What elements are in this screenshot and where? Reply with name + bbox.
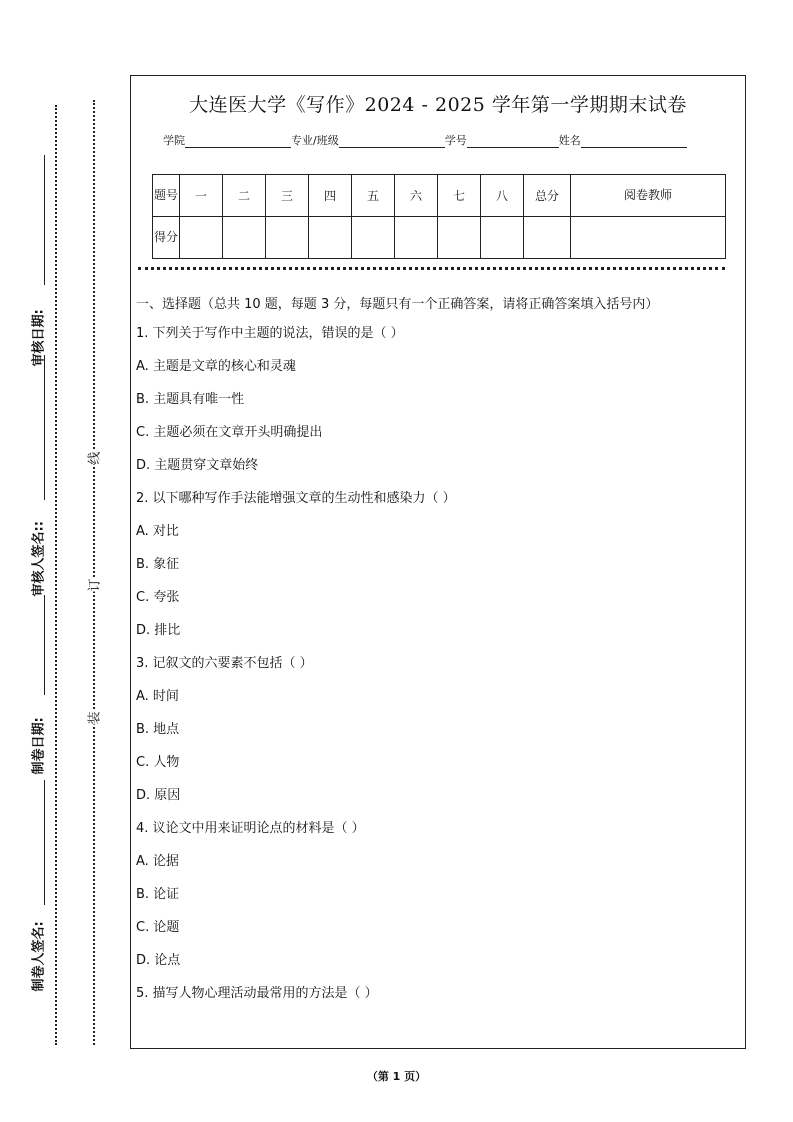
- score-table: [152, 174, 726, 259]
- score-cell[interactable]: [395, 217, 438, 259]
- score-table-score-row: [153, 217, 726, 259]
- option-line: C. 夸张: [136, 590, 180, 605]
- approve-date-line: [44, 155, 45, 285]
- header-cell: 七: [438, 175, 481, 217]
- question-line: 2. 以下哪种写作手法能增强文章的生动性和感染力（ ）: [136, 491, 456, 506]
- page-footer: （第 1 页）: [366, 1070, 427, 1083]
- header-cell: 一: [180, 175, 223, 217]
- option-line: D. 论点: [136, 953, 181, 968]
- option-line: B. 象征: [136, 557, 180, 572]
- row-label-score: 得分: [153, 217, 180, 259]
- score-cell[interactable]: [223, 217, 266, 259]
- header-cell-total: 总分: [524, 175, 571, 217]
- student-id-label: 学号: [444, 134, 467, 147]
- score-cell[interactable]: [352, 217, 395, 259]
- question-line: 5. 描写人物心理活动最常用的方法是（ ）: [136, 986, 378, 1001]
- option-line: D. 排比: [136, 623, 181, 638]
- made-date-label: 制卷日期:: [31, 717, 47, 775]
- dotted-separator: [138, 267, 725, 270]
- score-table-header-row: [153, 175, 726, 217]
- question-section: [136, 294, 735, 1017]
- row-label-question-no: 题号: [153, 175, 180, 217]
- student-info-row: [163, 132, 687, 148]
- name-field[interactable]: [581, 134, 687, 148]
- score-cell[interactable]: [180, 217, 223, 259]
- option-line: A. 主题是文章的核心和灵魂: [136, 359, 296, 374]
- score-cell-grader[interactable]: [571, 217, 726, 259]
- binding-zhuang-label: 装: [84, 711, 103, 725]
- question-line: 1. 下列关于写作中主题的说法，错误的是（ ）: [136, 326, 404, 341]
- approver-sign-line: [44, 355, 45, 500]
- option-line: C. 人物: [136, 755, 180, 770]
- score-cell[interactable]: [266, 217, 309, 259]
- question-line: 3. 记叙文的六要素不包括（ ）: [136, 656, 313, 671]
- score-cell[interactable]: [481, 217, 524, 259]
- header-cell: 八: [481, 175, 524, 217]
- student-id-field[interactable]: [467, 134, 559, 148]
- option-line: B. 地点: [136, 722, 180, 737]
- made-date-line: [44, 595, 45, 695]
- section-heading: 一、选择题（总共 10 题，每题 3 分，每题只有一个正确答案，请将正确答案填入括号内）: [136, 297, 659, 312]
- option-line: A. 时间: [136, 689, 179, 704]
- maker-sign-label: 制卷人签名:: [31, 921, 47, 992]
- binding-dotted-line-outer: [55, 105, 57, 1045]
- binding-dotted-line-inner: [93, 100, 95, 1045]
- header-cell: 四: [309, 175, 352, 217]
- approve-date-label: 审核日期:: [31, 309, 47, 367]
- option-line: D. 原因: [136, 788, 181, 803]
- option-line: D. 主题贯穿文章始终: [136, 458, 259, 473]
- option-line: A. 对比: [136, 524, 179, 539]
- option-line: A. 论据: [136, 854, 179, 869]
- header-cell: 六: [395, 175, 438, 217]
- maker-sign-line: [44, 780, 45, 905]
- option-line: C. 主题必须在文章开头明确提出: [136, 425, 323, 440]
- major-field[interactable]: [339, 134, 445, 148]
- score-cell[interactable]: [309, 217, 352, 259]
- header-cell: 二: [223, 175, 266, 217]
- header-cell: 五: [352, 175, 395, 217]
- major-label: 专业/班级: [291, 134, 339, 147]
- question-line: 4. 议论文中用来证明论点的材料是（ ）: [136, 821, 365, 836]
- score-cell[interactable]: [438, 217, 481, 259]
- score-cell-total[interactable]: [524, 217, 571, 259]
- header-cell-grader: 阅卷教师: [571, 175, 726, 217]
- option-line: B. 论证: [136, 887, 180, 902]
- header-cell: 三: [266, 175, 309, 217]
- college-label: 学院: [163, 134, 185, 147]
- name-label: 姓名: [558, 134, 581, 147]
- exam-title: 大连医大学《写作》2024 - 2025 学年第一学期期末试卷: [189, 94, 687, 116]
- option-line: C. 论题: [136, 920, 180, 935]
- binding-xian-label: 线: [84, 451, 103, 465]
- approver-sign-label: 审核人签名::: [31, 521, 47, 597]
- option-line: B. 主题具有唯一性: [136, 392, 245, 407]
- binding-ding-label: 订: [84, 578, 103, 592]
- exam-frame: [130, 75, 746, 1049]
- college-field[interactable]: [185, 134, 291, 148]
